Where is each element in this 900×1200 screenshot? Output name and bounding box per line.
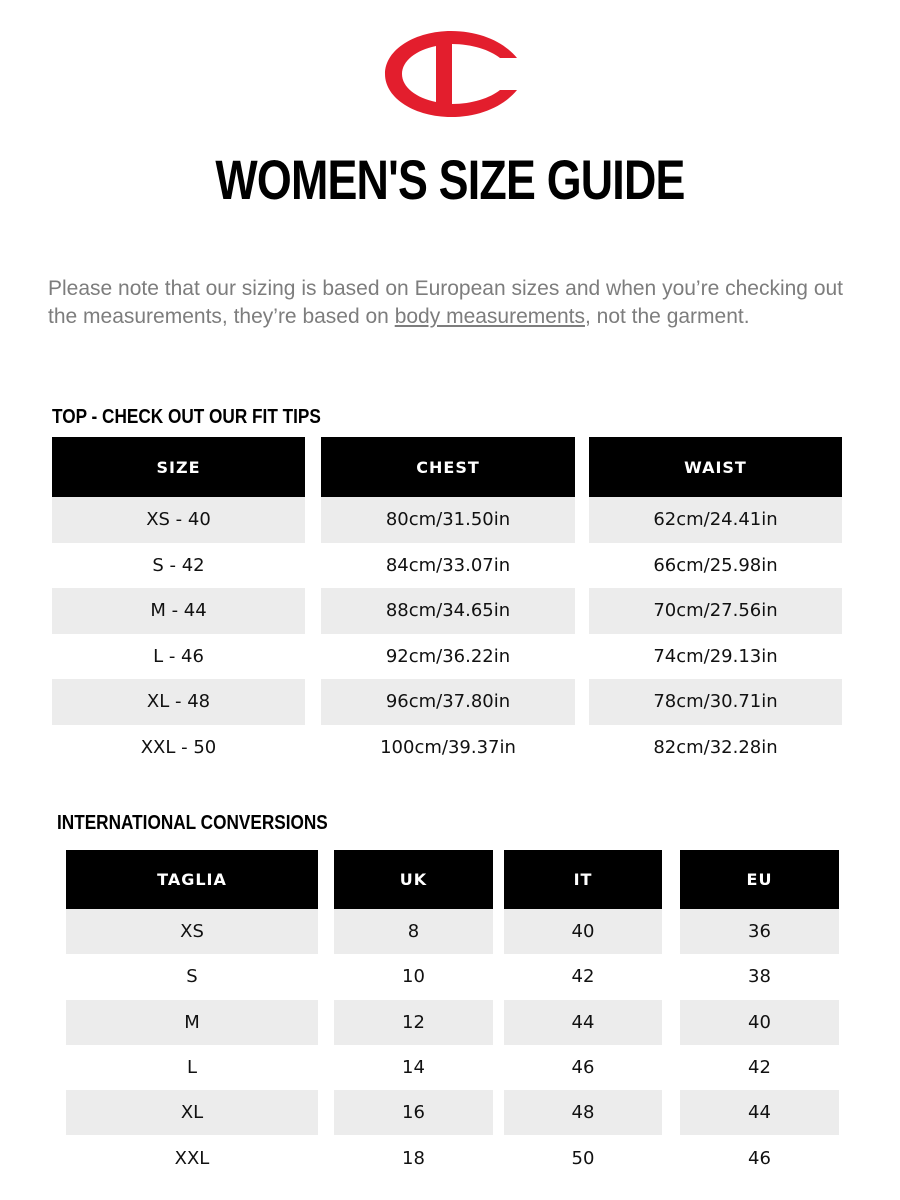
conversion-table-heading: INTERNATIONAL CONVERSIONS [57, 812, 328, 834]
table-cell: 50 [571, 1147, 595, 1169]
chest-column [321, 437, 575, 770]
table-cell: 40 [504, 909, 662, 954]
table-cell: 10 [402, 966, 425, 988]
waist-header: WAIST [589, 437, 842, 497]
table-cell: XL [66, 1090, 318, 1135]
waist-column [589, 437, 842, 770]
table-cell: 78cm/30.71in [589, 679, 842, 725]
table-cell: XL - 48 [52, 679, 305, 725]
body-measurements-link[interactable]: body measurements [394, 305, 585, 328]
uk-column [334, 850, 493, 1181]
it-column [504, 850, 662, 1181]
table-cell: 44 [504, 1000, 662, 1045]
table-cell: 62cm/24.41in [589, 497, 842, 543]
table-cell: S [186, 966, 198, 988]
table-cell: 42 [748, 1057, 771, 1079]
table-cell: 38 [748, 966, 771, 988]
table-cell: L [186, 1057, 198, 1079]
intro-text-end: , not the garment. [584, 305, 750, 328]
table-cell: 12 [334, 1000, 493, 1045]
table-cell: XXL [174, 1147, 210, 1169]
table-cell: XXL - 50 [140, 736, 217, 758]
champion-c-logo-icon [380, 28, 522, 120]
table-cell: 74cm/29.13in [653, 645, 778, 667]
table-cell: 66cm/25.98in [653, 554, 778, 576]
table-cell: 82cm/32.28in [653, 736, 778, 758]
table-cell: 100cm/39.37in [380, 736, 516, 758]
taglia-column [66, 850, 318, 1181]
table-cell: 48 [504, 1090, 662, 1135]
table-cell: 88cm/34.65in [321, 588, 575, 634]
taglia-header: TAGLIA [66, 850, 318, 909]
intro-text-start: Please note that our sizing is based on European sizes and when you’re checking out the measurements, they’re based on [48, 277, 844, 328]
it-header: IT [504, 850, 662, 909]
table-cell: 80cm/31.50in [321, 497, 575, 543]
table-cell: 70cm/27.56in [589, 588, 842, 634]
table-cell: 44 [680, 1090, 839, 1135]
table-cell: 46 [748, 1147, 771, 1169]
table-cell: 18 [402, 1147, 425, 1169]
table-cell: 14 [402, 1057, 425, 1079]
table-cell: L - 46 [153, 645, 204, 667]
eu-column [680, 850, 839, 1181]
table-cell: 40 [680, 1000, 839, 1045]
table-cell: 96cm/37.80in [321, 679, 575, 725]
table-cell: 8 [334, 909, 493, 954]
table-cell: XS [66, 909, 318, 954]
size-column [52, 437, 305, 770]
top-table-heading[interactable]: TOP - CHECK OUT OUR FIT TIPS [52, 406, 321, 428]
table-cell: 36 [680, 909, 839, 954]
table-cell: XS - 40 [52, 497, 305, 543]
table-cell: S - 42 [152, 554, 205, 576]
eu-header: EU [680, 850, 839, 909]
table-cell: M [66, 1000, 318, 1045]
page-title: WOMEN'S SIZE GUIDE [215, 148, 685, 211]
table-cell: 16 [334, 1090, 493, 1135]
table-cell: 42 [571, 966, 595, 988]
chest-header: CHEST [321, 437, 575, 497]
table-cell: M - 44 [52, 588, 305, 634]
uk-header: UK [334, 850, 493, 909]
table-cell: 92cm/36.22in [385, 645, 511, 667]
table-cell: 46 [571, 1057, 595, 1079]
intro-text [48, 275, 878, 331]
table-cell: 84cm/33.07in [385, 554, 511, 576]
size-header: SIZE [52, 437, 305, 497]
